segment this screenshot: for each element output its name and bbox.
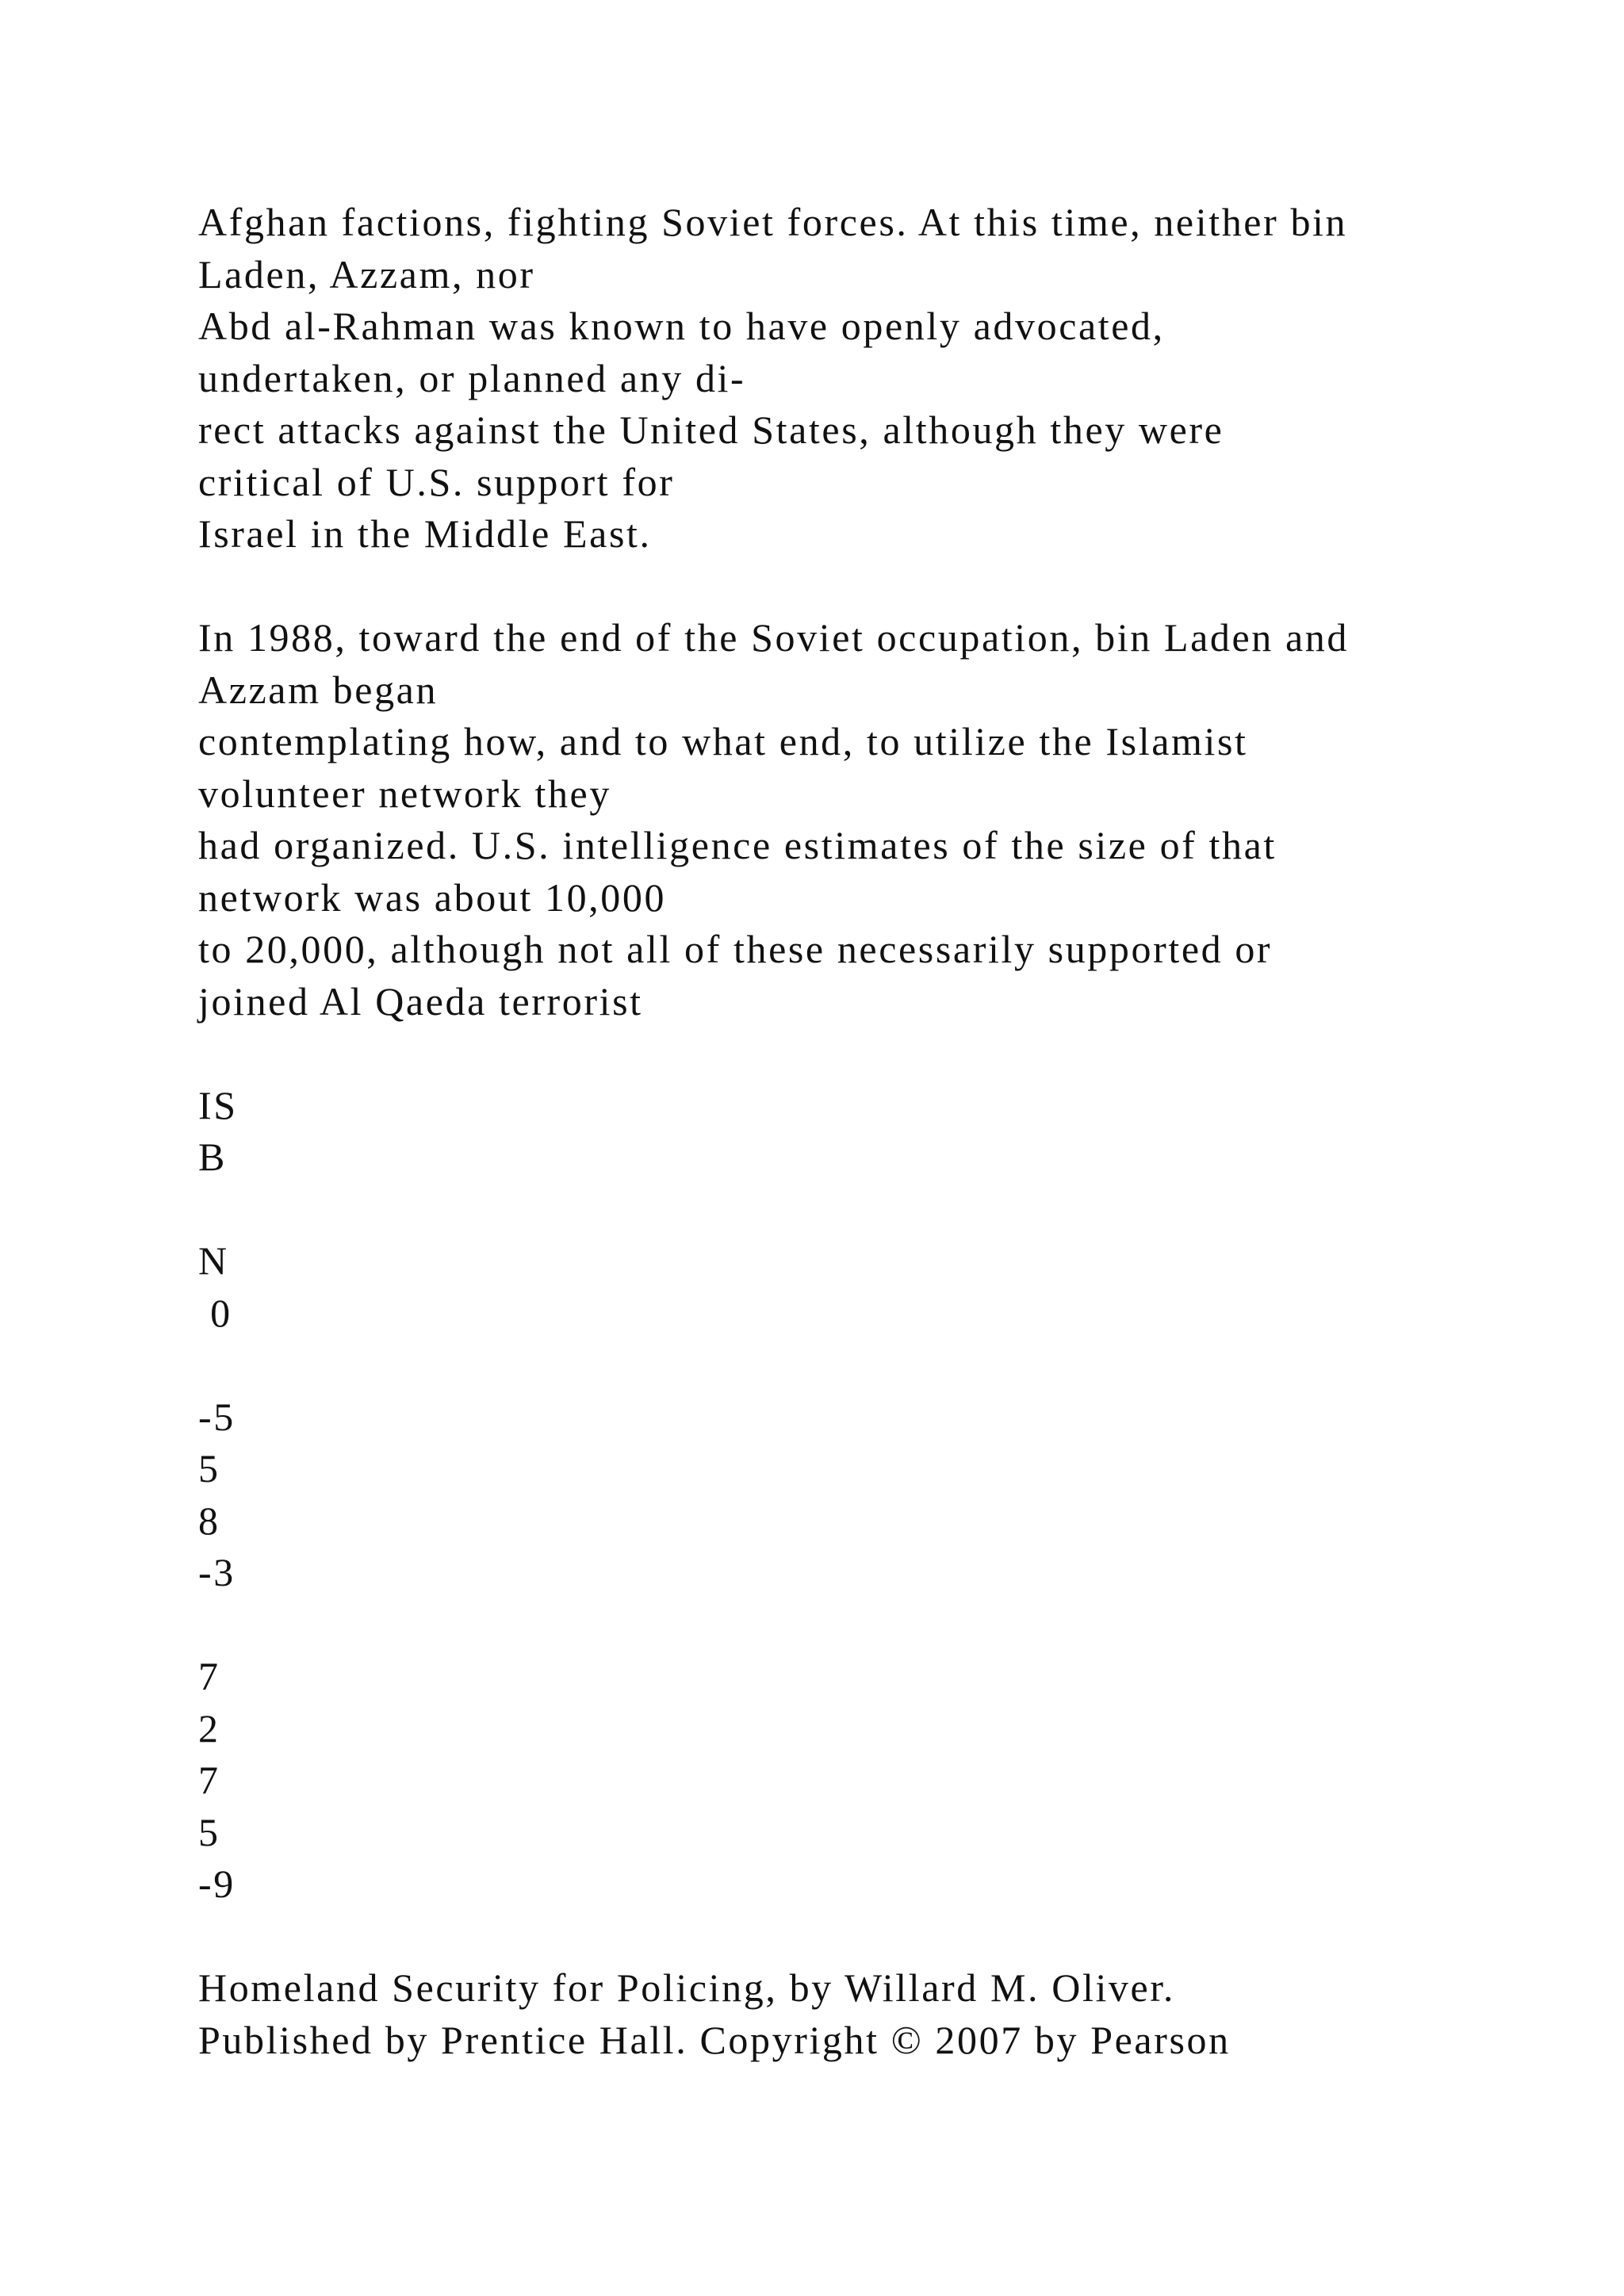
isbn-fragment-1	[198, 1080, 1546, 1184]
isbn-line: 5	[198, 1446, 220, 1490]
isbn-fragment-3	[198, 1391, 1546, 1599]
isbn-line: 7	[198, 1758, 220, 1802]
blank-line	[198, 1599, 1546, 1651]
paragraph-2	[198, 612, 1546, 1027]
text-line: critical of U.S. support for	[198, 459, 675, 504]
isbn-line: 5	[198, 1809, 220, 1854]
isbn-line: -3	[198, 1550, 236, 1594]
blank-line	[198, 1184, 1546, 1236]
text-line: Israel in the Middle East.	[198, 511, 652, 556]
text-line: rect attacks against the United States, although they were	[198, 408, 1224, 452]
copyright-footer	[198, 1962, 1546, 2066]
isbn-line: 7	[198, 1654, 220, 1698]
text-line: Afghan factions, fighting Soviet forces. At this time, neither bin	[198, 200, 1348, 244]
isbn-line: 8	[198, 1498, 220, 1543]
text-line: to 20,000, although not all of these necessarily supported or	[198, 927, 1273, 971]
blank-line	[198, 1339, 1546, 1391]
document-text	[198, 197, 1546, 2066]
isbn-line: 2	[198, 1705, 220, 1751]
blank-line	[198, 561, 1546, 613]
text-line: network was about 10,000	[198, 874, 667, 920]
text-line: joined Al Qaeda terrorist	[198, 978, 643, 1024]
text-line: In 1988, toward the end of the Soviet occupation, bin Laden and	[198, 615, 1349, 660]
isbn-line: -9	[198, 1862, 236, 1906]
paragraph-1	[198, 197, 1546, 561]
footer-line: Published by Prentice Hall. Copyright © 2007 by Pearson	[198, 2017, 1231, 2062]
isbn-fragment-4	[198, 1651, 1546, 1911]
isbn-fragment-2	[198, 1235, 1546, 1339]
isbn-line: N	[198, 1238, 229, 1283]
text-line: Azzam began	[198, 667, 439, 712]
blank-line	[198, 1027, 1546, 1080]
isbn-line: 0	[198, 1290, 232, 1335]
text-line: undertaken, or planned any di-	[198, 355, 746, 400]
text-line: had organized. U.S. intelligence estimates of the size of that	[198, 823, 1277, 867]
isbn-line: -5	[198, 1394, 236, 1439]
text-line: contemplating how, and to what end, to utilize the Islamist	[198, 719, 1248, 763]
blank-line	[198, 1911, 1546, 1963]
footer-line: Homeland Security for Policing, by Willard M. Oliver.	[198, 1965, 1175, 2010]
isbn-line: B	[198, 1135, 227, 1179]
text-line: Abd al-Rahman was known to have openly advocated,	[198, 304, 1165, 348]
isbn-line: IS	[198, 1082, 238, 1127]
text-line: Laden, Azzam, nor	[198, 251, 535, 297]
text-line: volunteer network they	[198, 771, 611, 816]
